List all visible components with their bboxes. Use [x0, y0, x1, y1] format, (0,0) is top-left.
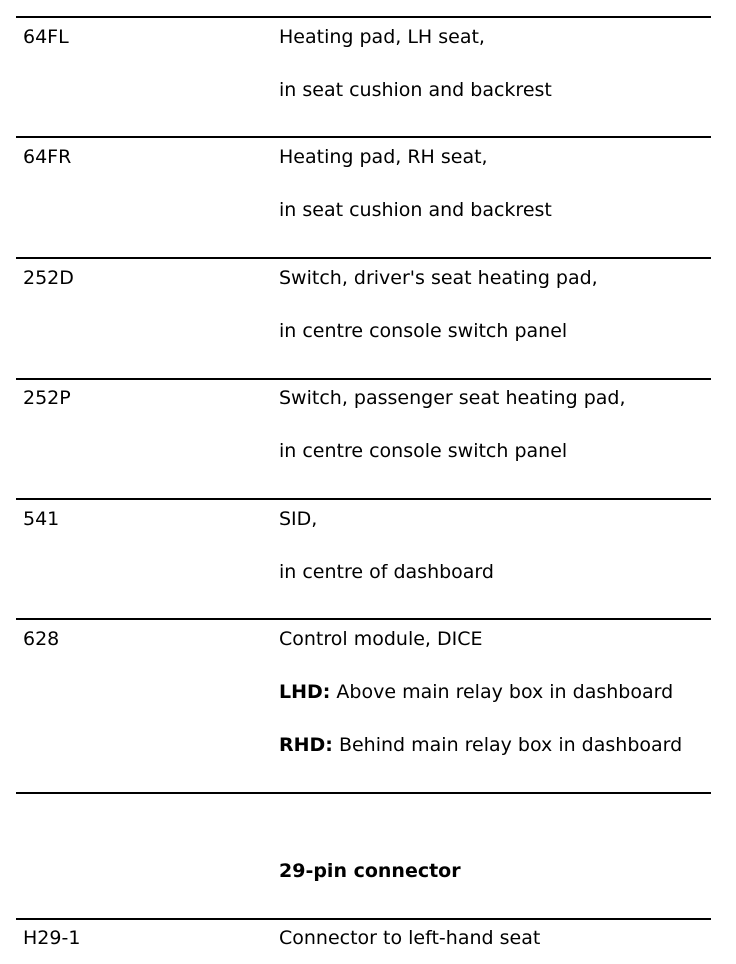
table-bottom-rule	[16, 792, 711, 794]
rhd-location	[279, 734, 682, 756]
rhd-label: RHD:	[279, 734, 333, 756]
row-divider	[16, 136, 711, 138]
connector-description: Connector to left-hand seat	[279, 927, 541, 949]
row-divider	[16, 498, 711, 500]
rhd-text: Behind main relay box in dashboard	[332, 734, 683, 756]
component-location: in centre console switch panel	[279, 440, 568, 462]
component-description: Switch, driver's seat heating pad,	[279, 267, 598, 289]
row-divider	[16, 618, 711, 620]
table-top-rule	[16, 16, 711, 18]
lhd-text: Above main relay box in dashboard	[330, 681, 674, 703]
component-description: Heating pad, LH seat,	[279, 26, 485, 48]
component-code: 252P	[23, 387, 71, 409]
lhd-label: LHD:	[279, 681, 331, 703]
section-heading: 29-pin connector	[279, 860, 461, 882]
component-description: Switch, passenger seat heating pad,	[279, 387, 626, 409]
component-code: 64FR	[23, 146, 72, 168]
component-code: 628	[23, 628, 60, 650]
component-code: 252D	[23, 267, 74, 289]
component-location: in centre console switch panel	[279, 320, 568, 342]
connector-code: H29-1	[23, 927, 81, 949]
component-code: 541	[23, 508, 60, 530]
row-divider	[16, 257, 711, 259]
component-location: in seat cushion and backrest	[279, 199, 552, 221]
component-description: SID,	[279, 508, 318, 530]
component-description: Control module, DICE	[279, 628, 483, 650]
row-divider	[16, 378, 711, 380]
component-location: in seat cushion and backrest	[279, 79, 552, 101]
connector-table-rule	[16, 918, 711, 920]
lhd-location	[279, 681, 673, 703]
component-description: Heating pad, RH seat,	[279, 146, 488, 168]
component-location: in centre of dashboard	[279, 561, 494, 583]
component-code: 64FL	[23, 26, 69, 48]
